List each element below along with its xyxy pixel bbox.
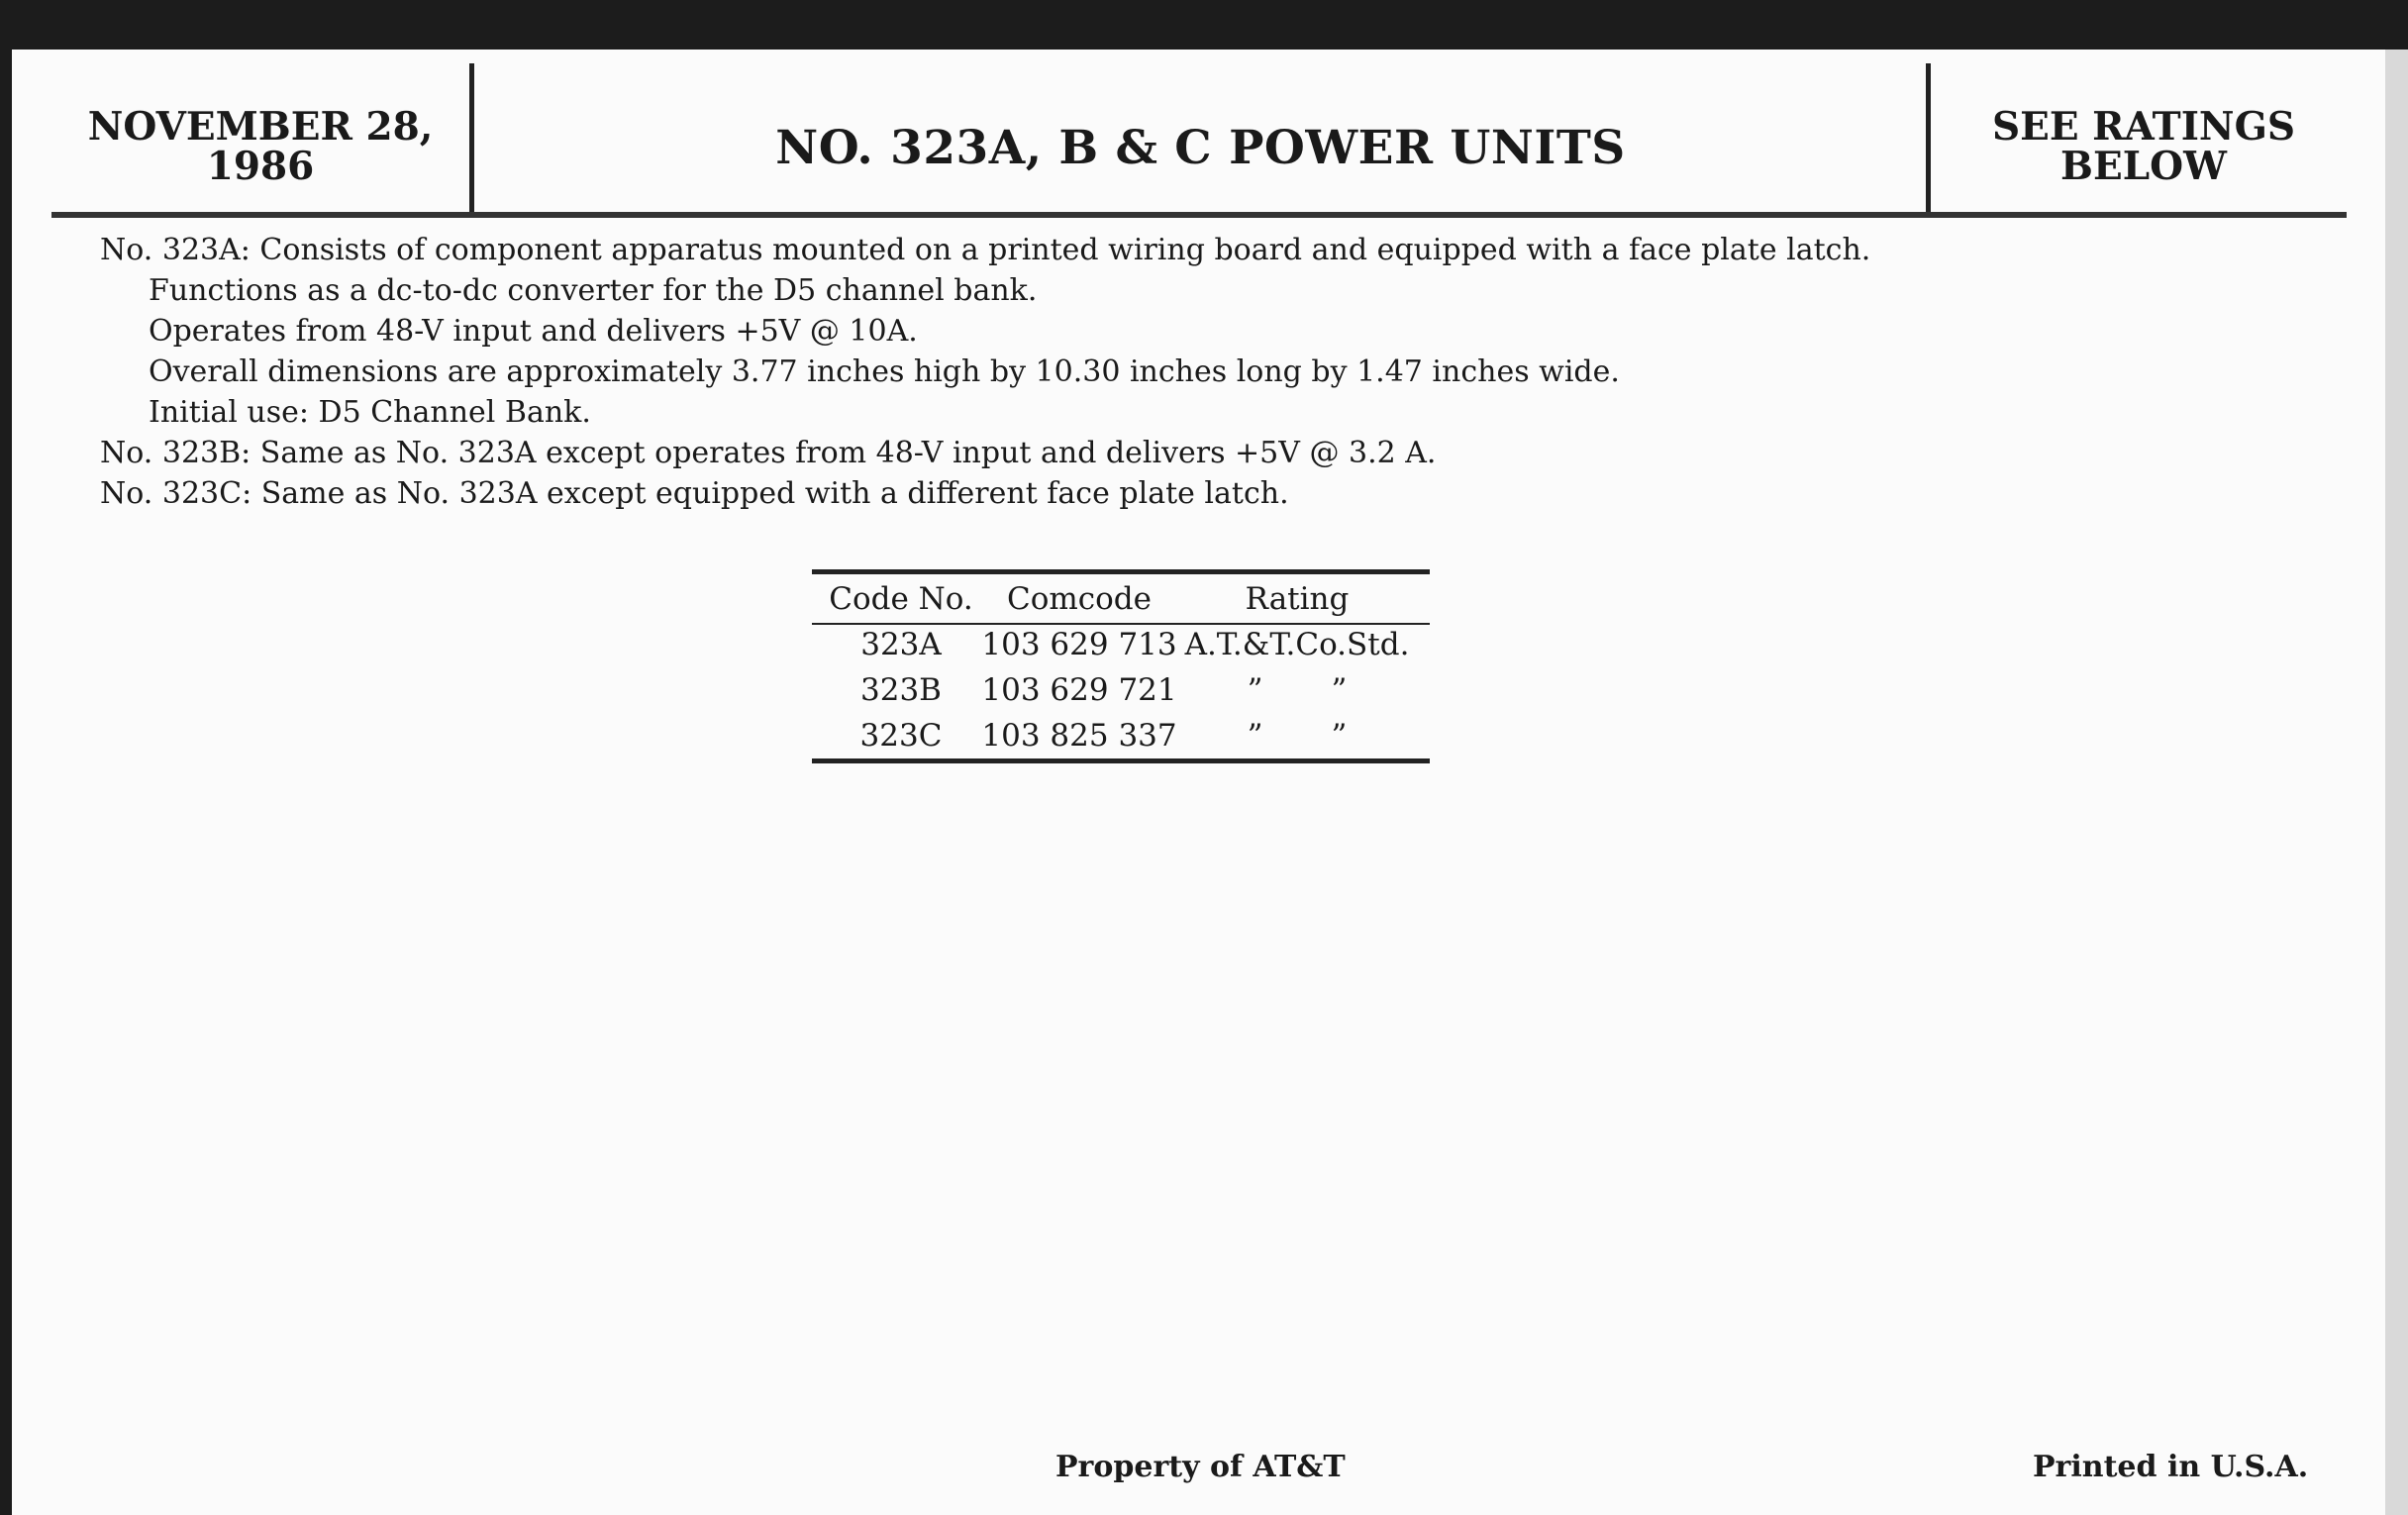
- table-row-3-rating: ” ”: [1247, 718, 1348, 754]
- header-date-line1: NOVEMBER 28,: [87, 104, 434, 150]
- description-323b: No. 323B: Same as No. 323A except operates from 48-V input and delivers +5V @ 3.2 A.: [100, 436, 1437, 470]
- document-page: [12, 50, 2385, 1515]
- table-row-2-code: 323B: [860, 672, 942, 708]
- header-date: [51, 104, 469, 189]
- header-date-line2: 1986: [206, 144, 315, 189]
- table-row-1-comcode: 103 629 713: [981, 627, 1177, 662]
- description-operation: Operates from 48-V input and delivers +5V @ 10A.: [149, 314, 918, 349]
- table-header-code: Code No.: [829, 581, 973, 617]
- page-title: NO. 323A, B & C POWER UNITS: [775, 121, 1626, 175]
- description-323c: No. 323C: Same as No. 323A except equipped with a different face plate latch.: [100, 476, 1289, 511]
- table-header-comcode: Comcode: [1007, 581, 1152, 617]
- description-dimensions: Overall dimensions are approximately 3.77 inches high by 10.30 inches long by 1.47 inches wide.: [149, 354, 1620, 389]
- table-row-3-code: 323C: [859, 718, 943, 754]
- header-rule: [51, 212, 2347, 218]
- header-rating-line1: SEE RATINGS: [1991, 104, 2296, 150]
- header-rating-line2: BELOW: [2060, 144, 2227, 189]
- footer-printed: Printed in U.S.A.: [2033, 1450, 2309, 1484]
- page-edge: [2385, 50, 2408, 1515]
- description-323a: No. 323A: Consists of component apparatus mounted on a printed wiring board and equipped with a face plate latch.: [100, 233, 1871, 267]
- header-divider-left: [469, 63, 474, 214]
- table-row-2-rating: ” ”: [1247, 672, 1348, 708]
- footer-property: Property of AT&T: [1055, 1450, 1346, 1484]
- table-bottom-rule: [812, 758, 1430, 763]
- table-row-1-code: 323A: [860, 627, 942, 662]
- table-row-2-comcode: 103 629 721: [981, 672, 1177, 708]
- table-header-rating: Rating: [1245, 581, 1350, 617]
- description-initial-use: Initial use: D5 Channel Bank.: [149, 395, 591, 430]
- table-top-rule: [812, 569, 1430, 574]
- description-function: Functions as a dc-to-dc converter for the D5 channel bank.: [149, 273, 1038, 308]
- table-row-3-comcode: 103 825 337: [981, 718, 1177, 754]
- table-header-rule: [812, 623, 1430, 625]
- header-rating: [1931, 104, 2357, 189]
- table-row-1-rating: A.T.&T.Co.Std.: [1184, 627, 1410, 662]
